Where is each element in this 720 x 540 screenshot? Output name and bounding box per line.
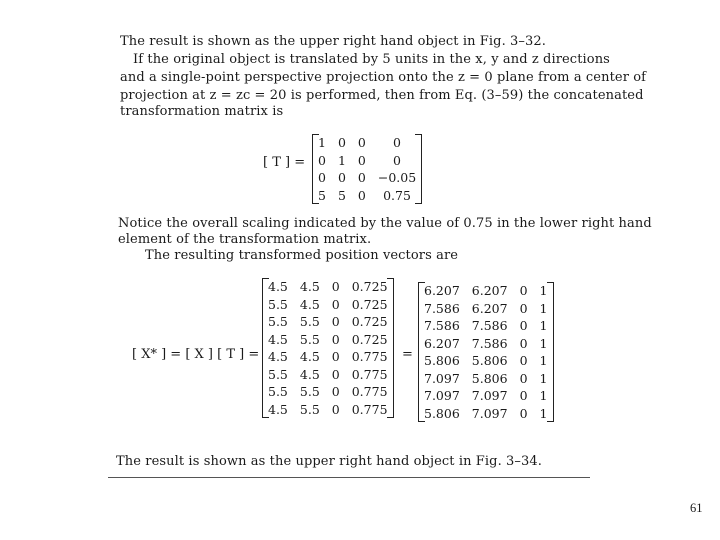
x-right-matrix-left-bracket [418,282,425,422]
x-left-matrix-cell: 5.5 [299,314,320,329]
x-right-matrix-cell: 1 [539,370,548,386]
x-left-matrix-row [262,313,394,331]
t-matrix-cell: 0 [393,135,401,150]
x-left-matrix-row [262,366,394,384]
x-left-matrix-cell: 0.775 [351,349,388,364]
x-right-matrix-row [418,335,554,353]
t-matrix-table [312,134,422,204]
x-right-matrix-cell: 0 [519,353,528,368]
x-left-matrix-right-bracket [387,278,394,418]
x-right-matrix-row [418,317,554,335]
x-right-matrix-cell: 7.586 [424,300,460,316]
x-left-matrix-cell: 4.5 [268,401,288,417]
x-right-matrix-cell: 7.586 [424,318,460,333]
x-left-matrix-table [262,278,394,418]
x-left-matrix-cell: 0 [331,296,340,312]
x-left-matrix-cell: 0.725 [351,279,388,294]
x-left-matrix-cell: 0 [331,331,340,347]
x-left-matrix-cell: 4.5 [268,279,288,294]
text-line-3: and a single-point perspective projection onto the z = 0 plane from a center of [120,70,647,85]
x-right-matrix-cell: 1 [539,318,548,333]
x-right-matrix-cell: 6.207 [471,300,508,316]
x-equation-label: [ X* ] = [ X ] [ T ] = [132,347,260,362]
text-line-2: If the original object is translated by 5 units in the x, y and z directions [133,52,610,67]
x-left-matrix-left-bracket [262,278,269,418]
t-matrix-row [312,169,422,187]
x-right-matrix-row [418,387,554,405]
t-matrix-row [312,152,422,170]
x-left-matrix-cell: 4.5 [268,349,288,364]
x-left-matrix-cell: 0.775 [351,401,388,417]
x-left-matrix-cell: 4.5 [299,279,320,294]
x-right-matrix-table [418,282,554,422]
page-number: 61 [690,501,703,515]
t-matrix-cell: 5 [337,187,346,203]
x-right-matrix-cell: 0 [519,283,528,298]
x-left-matrix-cell: 5.5 [268,296,288,312]
t-matrix-cell: 0.75 [383,187,411,203]
x-right-matrix-cell: 0 [519,405,528,421]
x-right-matrix-row [418,405,554,423]
x-right-matrix-cell: 7.586 [471,318,508,333]
x-right-matrix-cell: 1 [539,388,548,403]
x-left-matrix-cell: 0.775 [351,384,388,399]
x-left-matrix-row [262,278,394,296]
x-right-matrix-cell: 1 [539,335,548,351]
x-left-matrix-row [262,331,394,349]
x-left-matrix-cell: 5.5 [268,384,288,399]
notice-line-3: The resulting transformed position vectors are [145,248,459,263]
bottom-rule [108,477,590,478]
x-left-matrix-cell: 0.725 [351,314,388,329]
text-line-4: projection at z = zc = 20 is performed, then from Eq. (3–59) the concatenated [120,88,644,103]
x-left-matrix-cell: 5.5 [299,331,320,347]
x-left-matrix-cell: 0 [331,366,340,382]
t-matrix-cell: 1 [318,135,326,150]
t-matrix-cell: 0 [318,170,326,185]
x-right-matrix-cell: 0 [519,335,528,351]
t-matrix [312,134,422,204]
x-left-matrix-cell: 0 [331,384,340,399]
t-matrix-cell: 0 [357,152,366,168]
x-left-matrix-cell: 5.5 [268,366,288,382]
x-right-matrix-right-bracket [547,282,554,422]
x-left-matrix [262,278,394,418]
x-right-matrix-row [418,370,554,388]
x-left-matrix-cell: 0 [331,401,340,417]
notice-line-2: element of the transformation matrix. [118,232,372,247]
x-left-matrix-row [262,296,394,314]
x-left-matrix-cell: 5.5 [268,314,288,329]
x-right-matrix-cell: 7.097 [424,388,460,403]
x-left-matrix-row [262,383,394,401]
closing-line: The result is shown as the upper right hand object in Fig. 3–34. [116,454,542,469]
x-right-matrix-cell: 7.097 [424,370,460,386]
x-right-matrix-row [418,300,554,318]
x-right-matrix-cell: 1 [539,353,548,368]
t-matrix-label: [ T ] = [263,155,306,170]
x-left-matrix-cell: 5.5 [299,384,320,399]
t-matrix-left-bracket [312,134,319,204]
t-matrix-cell: 0 [337,170,346,185]
t-matrix-cell: 1 [337,152,346,168]
t-matrix-row [312,134,422,152]
x-right-matrix [418,282,554,422]
x-left-matrix-cell: 0 [331,314,340,329]
t-matrix-cell: 0 [318,152,326,168]
x-right-matrix-row [418,282,554,300]
x-right-matrix-cell: 7.097 [471,405,508,421]
t-matrix-cell: 0 [357,187,366,203]
x-left-matrix-cell: 0.725 [351,296,388,312]
x-left-matrix-row [262,401,394,419]
x-right-matrix-cell: 5.806 [424,353,460,368]
t-matrix-cell: −0.05 [377,170,417,185]
x-equals-sign: = [402,347,413,362]
x-right-matrix-cell: 1 [539,283,548,298]
text-line-5: transformation matrix is [120,104,284,119]
x-right-matrix-cell: 0 [519,370,528,386]
x-right-matrix-cell: 1 [539,300,548,316]
x-right-matrix-cell: 5.806 [471,370,508,386]
x-left-matrix-cell: 0.775 [351,366,388,382]
notice-line-1: Notice the overall scaling indicated by the value of 0.75 in the lower right hand [118,216,652,231]
x-right-matrix-cell: 5.806 [424,405,460,421]
t-matrix-cell: 0 [357,135,366,150]
t-matrix-cell: 5 [318,187,326,203]
text-line-1: The result is shown as the upper right hand object in Fig. 3–32. [120,34,546,49]
x-left-matrix-cell: 0 [331,279,340,294]
x-right-matrix-cell: 6.207 [424,335,460,351]
x-left-matrix-cell: 4.5 [299,349,320,364]
x-left-matrix-row [262,348,394,366]
x-right-matrix-cell: 0 [519,300,528,316]
x-right-matrix-cell: 7.586 [471,335,508,351]
x-right-matrix-cell: 1 [539,405,548,421]
t-matrix-right-bracket [415,134,422,204]
t-matrix-cell: 0 [357,170,366,185]
x-left-matrix-cell: 4.5 [299,366,320,382]
x-left-matrix-cell: 5.5 [299,401,320,417]
x-right-matrix-row [418,352,554,370]
x-right-matrix-cell: 6.207 [424,283,460,298]
x-right-matrix-cell: 6.207 [471,283,508,298]
t-matrix-cell: 0 [393,152,401,168]
x-right-matrix-cell: 5.806 [471,353,508,368]
x-left-matrix-cell: 4.5 [299,296,320,312]
t-matrix-row [312,187,422,205]
x-right-matrix-cell: 0 [519,388,528,403]
t-matrix-cell: 0 [337,135,346,150]
x-left-matrix-cell: 0 [331,349,340,364]
x-left-matrix-cell: 4.5 [268,331,288,347]
x-left-matrix-cell: 0.725 [351,331,388,347]
x-right-matrix-cell: 7.097 [471,388,508,403]
x-right-matrix-cell: 0 [519,318,528,333]
